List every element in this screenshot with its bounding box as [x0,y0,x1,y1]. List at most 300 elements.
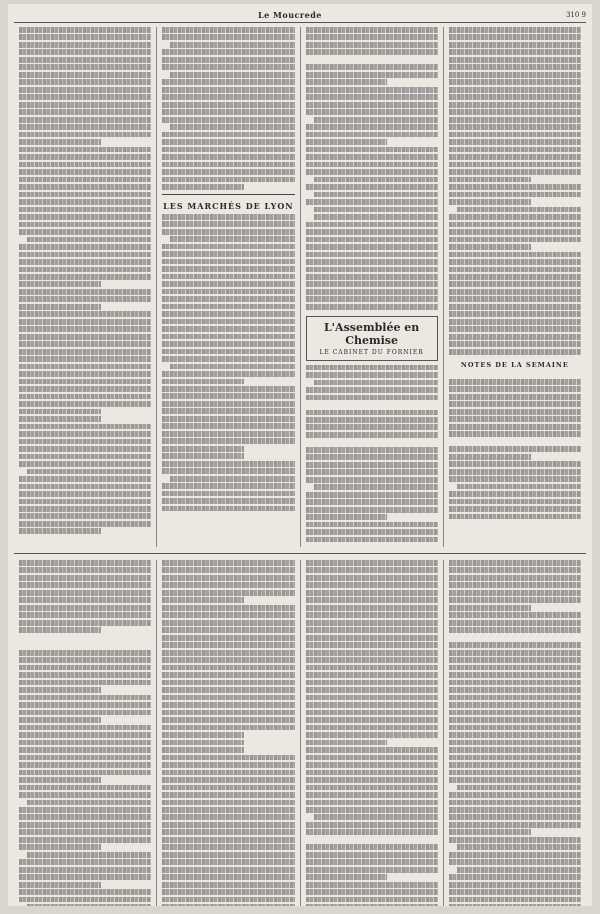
text-line [162,792,294,798]
text-line [19,506,151,512]
text-line [306,147,438,153]
text-line [19,267,151,273]
masthead-title: Le Moucrede [258,10,322,20]
text-line [19,334,151,340]
column-3-text-bottom [306,365,438,543]
text-line [19,289,151,295]
text-line [162,582,294,588]
text-line [306,770,438,776]
text-line [19,304,101,310]
text-line [449,642,581,648]
text-line [449,725,581,731]
text-line [19,184,151,190]
text-line [19,117,151,123]
text-line [306,522,438,528]
text-line [162,483,294,489]
text-line [19,394,151,400]
text-line [449,304,581,310]
text-line [19,612,151,618]
text-line [162,844,294,850]
text-line [19,379,151,385]
text-line [162,147,294,153]
text-line [449,807,581,813]
text-line [306,79,388,85]
text-line [449,244,531,250]
text-line [19,755,151,761]
text-line [162,822,294,828]
text-line [170,72,294,78]
text-line [449,702,581,708]
text-line [449,334,581,340]
text-line [449,506,581,512]
text-line [306,560,438,566]
text-line [162,162,294,168]
text-line [19,259,151,265]
text-line [19,814,151,820]
text-line [306,34,438,40]
text-line [449,326,581,332]
text-line [19,657,151,663]
text-line [449,687,581,693]
text-line [306,852,438,858]
text-line [457,785,581,791]
text-line [162,695,294,701]
text-line [306,859,438,865]
text-line [162,468,294,474]
text-line [449,800,581,806]
text-line [19,27,151,33]
text-line [306,800,438,806]
text-line [162,281,294,287]
column-4 [444,27,586,547]
text-line [306,612,438,618]
text-line [162,393,294,399]
text-line [19,710,151,716]
text-line [162,874,294,880]
text-line [19,807,151,813]
text-line [19,87,151,93]
text-line [449,889,581,895]
text-line [449,72,581,78]
text-line [449,605,531,611]
text-line [162,79,294,85]
text-line [449,792,581,798]
text-line [162,446,244,452]
text-line [162,386,294,392]
text-line [162,27,294,33]
text-line [449,281,581,287]
text-line [449,57,581,63]
text-line [19,222,151,228]
text-line [162,575,294,581]
text-line [306,124,438,130]
text-line [457,484,581,490]
text-line [19,109,151,115]
column-4-text-bottom [449,372,581,520]
text-line [449,259,581,265]
text-line [170,236,294,242]
text-line [19,57,151,63]
text-line [19,560,151,566]
text-line [162,461,294,467]
text-line [306,454,438,460]
text-line [162,431,294,437]
text-line [162,423,294,429]
text-line [19,169,151,175]
text-line [162,139,294,145]
text-line [449,169,581,175]
text-line [19,513,151,519]
text-line [162,184,244,190]
text-line [19,717,101,723]
text-line [162,567,294,573]
text-line [306,792,438,798]
text-line [306,281,438,287]
text-line [162,214,294,220]
text-line [19,590,151,596]
text-line [306,102,438,108]
text-line [19,454,151,460]
text-line [449,732,581,738]
text-line [162,612,294,618]
text-line [306,477,438,483]
text-line [19,296,151,302]
text-line [162,635,294,641]
text-line [19,192,151,198]
text-line [306,822,438,828]
text-line [306,432,438,438]
text-line [19,528,101,534]
text-line [19,34,151,40]
text-line [314,117,438,123]
text-line [449,837,581,843]
text-line [449,770,581,776]
text-line [162,590,294,596]
lower-column-4-text [449,560,581,906]
text-line [19,79,151,85]
text-line [314,380,438,386]
text-line [162,169,294,175]
text-line [306,635,438,641]
text-line [162,49,294,55]
text-line [449,777,581,783]
text-line [449,177,531,183]
text-line [449,34,581,40]
text-line [449,612,581,618]
text-line [449,154,581,160]
text-line [162,274,294,280]
text-line [162,747,244,753]
text-line [449,499,581,505]
text-line [162,349,294,355]
text-line [449,454,531,460]
text-line [162,229,294,235]
text-line [162,627,294,633]
text-line [19,672,151,678]
text-line [449,199,531,205]
page-divider [14,553,586,554]
text-line [306,889,438,895]
lower-column-2-text [162,560,294,906]
assemblee-subtitle: LE CABINET DU FORNIER [319,348,424,356]
text-line [449,747,581,753]
text-line [19,837,151,843]
text-line [162,132,294,138]
text-line [162,642,294,648]
text-line [162,740,244,746]
text-line [306,274,438,280]
text-line [162,710,294,716]
text-line [449,717,581,723]
text-line [306,184,438,190]
column-1 [14,27,157,547]
text-line [19,409,101,415]
text-line [162,266,294,272]
lower-columns [14,560,586,906]
text-line [19,199,151,205]
text-line [19,431,151,437]
text-line [162,800,294,806]
text-line [19,72,151,78]
text-line [449,274,581,280]
text-line [162,57,294,63]
text-line [306,882,438,888]
text-line [162,680,294,686]
text-line [162,109,294,115]
text-line [457,867,581,873]
text-line [449,102,581,108]
text-line [162,117,294,123]
text-line [162,665,294,671]
text-line [19,139,101,145]
text-line [449,814,581,820]
lower-column-2 [157,560,300,906]
text-line [19,446,151,452]
text-line [162,296,294,302]
text-line [306,620,438,626]
text-line [19,341,151,347]
text-line [162,177,294,183]
text-line [162,785,294,791]
text-line [314,814,438,820]
column-4-text-top [449,27,581,355]
text-line [19,132,151,138]
text-line [449,695,581,701]
text-line [162,852,294,858]
column-2 [157,27,300,547]
text-line [306,695,438,701]
text-line [19,416,101,422]
text-line [449,680,581,686]
text-line [449,296,581,302]
text-line [306,49,438,55]
text-line [170,476,294,482]
text-line [19,42,151,48]
text-line [306,650,438,656]
text-line [449,409,581,415]
text-line [19,102,151,108]
text-line [162,762,294,768]
text-line [162,889,294,895]
text-line [306,244,438,250]
text-line [19,461,151,467]
text-line [162,560,294,566]
text-line [19,897,151,903]
text-line [449,829,531,835]
text-line [162,620,294,626]
text-line [306,687,438,693]
column-2-text-top [162,27,294,190]
text-line [306,447,438,453]
text-line [19,499,151,505]
text-line [19,785,151,791]
text-line [19,244,151,250]
text-line [306,867,438,873]
text-line [306,529,438,535]
text-line [19,349,151,355]
text-line [449,49,581,55]
text-line [449,710,581,716]
text-line [162,882,294,888]
text-line [314,207,438,213]
text-line [19,844,101,850]
text-line [306,169,438,175]
text-line [306,499,438,505]
text-line [449,237,581,243]
text-line [19,49,151,55]
text-line [449,590,581,596]
text-line [19,521,151,527]
text-line [306,72,438,78]
text-line [162,814,294,820]
text-line [27,237,151,243]
text-line [19,439,151,445]
text-line [19,792,151,798]
text-line [162,408,294,414]
text-line [449,117,581,123]
text-line [19,252,151,258]
text-line [162,687,294,693]
text-line [306,672,438,678]
text-line [162,221,294,227]
text-line [19,665,151,671]
text-line [162,657,294,663]
text-line [170,364,294,370]
text-line [170,124,294,130]
text-line [449,222,581,228]
text-line [19,747,151,753]
text-line [306,537,438,543]
text-line [306,605,438,611]
text-line [19,491,151,497]
text-line [449,184,581,190]
text-line [162,416,294,422]
text-line [449,627,581,633]
text-line [306,222,438,228]
text-line [449,859,581,865]
text-line [162,732,244,738]
text-line [19,281,101,287]
text-line [306,762,438,768]
text-line [19,567,151,573]
text-line [314,192,438,198]
text-line [306,365,438,371]
lower-column-1 [14,560,157,906]
text-line [449,192,581,198]
text-line [19,627,101,633]
text-line [306,492,438,498]
text-line [449,132,581,138]
text-line [449,94,581,100]
text-line [449,582,581,588]
text-line [314,177,438,183]
text-line [306,740,388,746]
text-line [306,259,438,265]
upper-columns [14,27,586,547]
text-line [306,57,438,63]
text-line [19,154,151,160]
text-line [306,410,438,416]
text-line [449,372,581,378]
text-line [306,755,438,761]
text-line [306,139,388,145]
column-3 [301,27,444,547]
text-line [19,770,151,776]
text-line [19,642,151,648]
text-line [306,42,438,48]
text-line [19,740,151,746]
text-line [162,755,294,761]
text-line [306,642,438,648]
lower-column-3 [301,560,444,906]
text-line [449,762,581,768]
text-line [19,575,151,581]
text-line [162,251,294,257]
text-line [306,807,438,813]
text-line [449,109,581,115]
text-line [306,710,438,716]
marches-heading: LES MARCHÉS DE LYON [163,200,294,211]
newspaper-page [8,4,592,906]
text-line [162,319,294,325]
text-line [449,386,581,392]
text-line [162,702,294,708]
text-line [449,439,581,445]
text-line [19,680,151,686]
column-3-text-top [306,27,438,310]
text-line [306,372,438,378]
text-line [306,837,438,843]
text-line [162,897,294,903]
text-line [306,162,438,168]
text-line [306,785,438,791]
text-line [449,229,581,235]
text-line [162,453,244,459]
text-line [162,597,244,603]
text-line [162,859,294,865]
text-line [306,582,438,588]
text-line [449,657,581,663]
text-line [306,747,438,753]
text-line [306,229,438,235]
text-line [449,252,581,258]
text-line [306,109,438,115]
text-line [162,334,294,340]
text-line [449,87,581,93]
text-line [162,154,294,160]
text-line [162,867,294,873]
text-line [162,770,294,776]
